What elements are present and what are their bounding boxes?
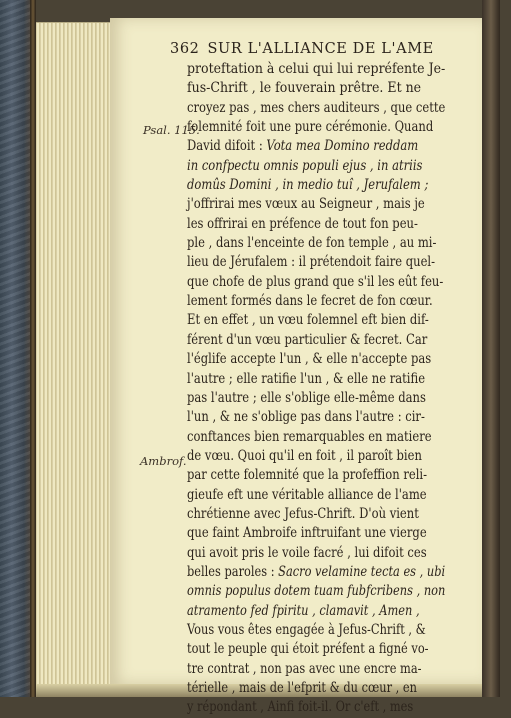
- text-line: [187, 640, 445, 659]
- text-segment: gieufe eft une véritable alliance de l'ame: [187, 486, 427, 503]
- text-segment: tout le peuple qui étoit préfent a figné vo-: [187, 641, 429, 658]
- text-line: [187, 157, 449, 176]
- text-segment: les offrirai en préfence de tout fon peu-: [187, 215, 418, 232]
- text-segment: belles paroles :: [187, 563, 279, 580]
- text-line: [187, 466, 449, 485]
- text-segment: tre contrat , non pas avec une encre ma-: [187, 660, 422, 677]
- text-segment: David difoit :: [187, 138, 267, 155]
- text-segment: que chofe de plus grand que s'il les eût feu-: [187, 273, 444, 290]
- text-segment: lieu de Jérufalem : il prétendoit faire quel-: [187, 254, 436, 271]
- text-segment: conftances bien remarquables en matiere: [187, 428, 432, 445]
- text-segment: proteftation à celui qui lui repréfente Je-: [187, 61, 446, 77]
- latin-quote: domûs Domini , in medio tuî , Jerufalem ;: [187, 177, 429, 194]
- text-segment: j'offrirai mes vœux au Seigneur , mais je: [187, 196, 425, 213]
- text-segment: l'autre ; elle ratifie l'un , & elle ne ratifie: [187, 370, 426, 387]
- text-line: [187, 176, 449, 195]
- text-line: [187, 428, 449, 447]
- text-line: [187, 408, 449, 427]
- text-segment: lement formés dans le fecret de fon cœur.: [187, 293, 433, 310]
- text-segment: fus-Chrift , le fouverain prêtre. Et ne: [187, 80, 422, 97]
- text-segment: férent d'un vœu particulier & fecret. Car: [187, 331, 428, 348]
- latin-quote: atramento fed fpiritu , clamavit , Amen ,: [187, 602, 420, 619]
- text-segment: y répondant , Ainfi foit-il. Or c'eft , mes: [187, 699, 414, 716]
- text-line: [187, 660, 445, 679]
- text-line: [187, 524, 449, 543]
- text-line: [187, 544, 449, 563]
- text-line: [187, 621, 445, 640]
- text-line: [187, 292, 449, 311]
- running-title: SUR L'ALLIANCE DE L'AME: [207, 41, 434, 57]
- text-line: [187, 79, 472, 98]
- text-line: [187, 99, 449, 118]
- page-number: 362: [170, 41, 200, 57]
- text-line: [187, 370, 449, 389]
- text-segment: l'églife accepte l'un , & elle n'accepte pas: [187, 351, 432, 368]
- text-line: [187, 137, 449, 156]
- text-line: [187, 331, 449, 350]
- latin-quote: omnis populus dotem tuam fubfcribens , non: [187, 583, 446, 600]
- text-line: [187, 350, 449, 369]
- text-segment: par cette folemnité que la profeffion reli-: [187, 467, 428, 484]
- text-segment: térielle , mais de l'efprit & du cœur , en: [187, 680, 417, 696]
- text-line: [187, 486, 449, 505]
- latin-quote: in confpectu omnis populi ejus , in atriis: [187, 157, 423, 174]
- body-text: [187, 60, 511, 718]
- text-line: [187, 505, 449, 524]
- text-line: [187, 563, 445, 582]
- text-segment: l'un , & ne s'oblige pas dans l'autre : cir-: [187, 409, 425, 426]
- text-segment: de vœu. Quoi qu'il en foit , il paroît bien: [187, 447, 422, 464]
- text-segment: Et en effet , un vœu folemnel eft bien dif-: [187, 312, 429, 329]
- latin-quote: Vota mea Domino reddam: [266, 138, 419, 155]
- text-line: [187, 602, 445, 621]
- text-segment: pas l'autre ; elle s'oblige elle-même dans: [187, 389, 426, 406]
- text-line: [187, 698, 445, 717]
- text-line: [187, 253, 449, 272]
- text-segment: que faint Ambroife inftruifant une vierge: [187, 525, 427, 542]
- margin-note-psalm: Psal. 115.: [143, 123, 200, 137]
- text-line: [187, 447, 449, 466]
- text-line: [187, 215, 449, 234]
- text-line: [187, 679, 445, 698]
- margin-note-ambrose: Ambrof.: [140, 454, 187, 468]
- text-line: [187, 311, 449, 330]
- text-segment: chrétienne avec Jefus-Chrift. D'où vient: [187, 505, 419, 522]
- text-segment: folemnité foit une pure cérémonie. Quand: [187, 119, 434, 136]
- running-head: [170, 41, 450, 57]
- text-segment: croyez pas , mes chers auditeurs , que cette: [187, 99, 446, 116]
- text-line: [187, 195, 449, 214]
- text-line: [187, 60, 472, 79]
- text-line: [187, 273, 449, 292]
- text-line: [187, 118, 449, 137]
- text-line: [187, 234, 449, 253]
- text-segment: ple , dans l'enceinte de fon temple , au mi-: [187, 235, 437, 252]
- text-segment: Vous vous êtes engagée à Jefus-Chrift , &: [187, 621, 426, 638]
- text-line: [187, 389, 449, 408]
- latin-quote: Sacro velamine tecta es , ubi: [278, 563, 446, 580]
- book-cover-board: [0, 0, 34, 697]
- text-segment: qui avoit pris le voile facré , lui difoit ces: [187, 544, 427, 561]
- text-line: [187, 582, 445, 601]
